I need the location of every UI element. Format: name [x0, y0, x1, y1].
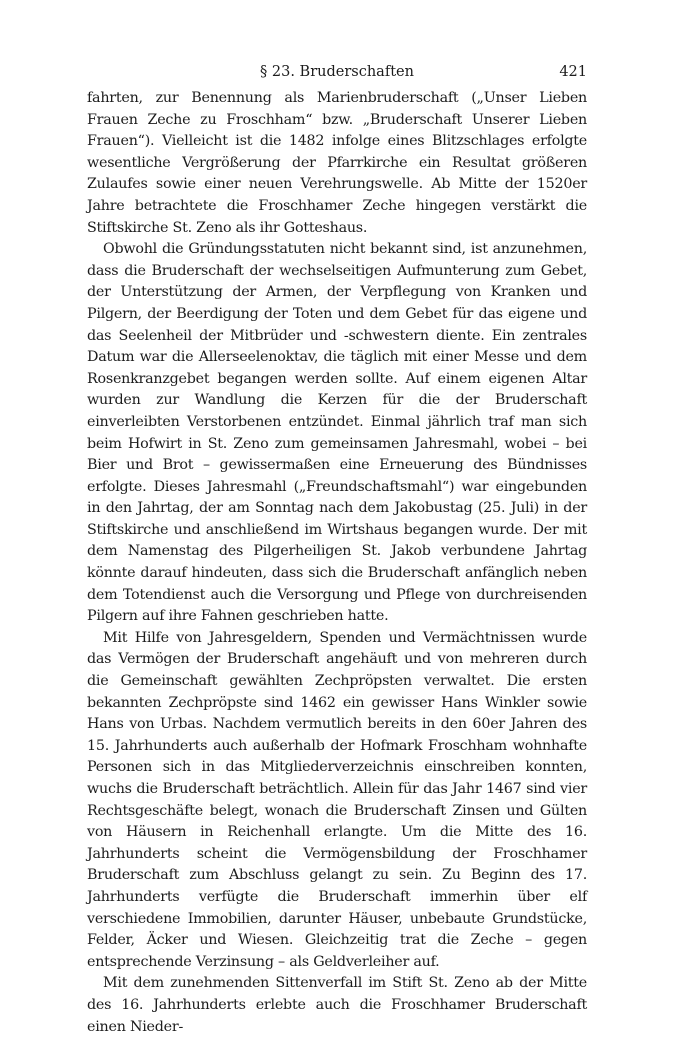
page-number: 421 [559, 64, 587, 80]
paragraph-3: Mit Hilfe von Jahresgeldern, Spenden und Vermächtnissen wurde das Vermögen der Bruderschaft angehäuft und von mehreren durch die Gemeinschaft gewählten Zechpröpsten verwaltet. Die ersten bekannten Zechpröpste sind 1462 ein gewisser Hans Winkler sowie Hans von Urbas. Nachdem vermutlich bereits in den 60er Jahren des 15. Jahrhunderts auch außerhalb der Hofmark Froschham wohnhafte Personen sich in das Mitgliederverzeichnis einschreiben konnten, wuchs die Bruderschaft beträchtlich. Allein für das Jahr 1467 sind vier Rechtsgeschäfte belegt, wonach die Bruderschaft Zinsen und Gülten von Häusern in Reichenhall erlangte. Um die Mitte des 16. Jahrhunderts scheint die Vermögensbildung der Froschhamer Bruderschaft zum Abschluss gelangt zu sein. Zu Beginn des 17. Jahrhunderts verfügte die Bruderschaft immerhin über elf verschiedene Immobilien, darunter Häuser, unbebaute Grundstücke, Felder, Äcker und Wiesen. Gleichzeitig trat die Zeche – gegen entsprechende Verzinsung – als Geldverleiher auf. [87, 629, 587, 970]
section-title: § 23. Bruderschaften [260, 64, 414, 80]
paragraph-2: Obwohl die Gründungsstatuten nicht bekannt sind, ist anzunehmen, dass die Bruderschaft der wechselseitigen Aufmunterung zum Gebet, der Unterstützung der Armen, der Verpflegung von Kranken und Pilgern, der Beerdigung der Toten und dem Gebet für das eigene und das Seelenheil der Mitbrüder und -schwestern diente. Ein zentrales Datum war die Allerseelenoktav, die täglich mit einer Messe und dem Rosenkranzgebet begangen werden sollte. Auf einem eigenen Altar wurden zur Wandlung die Kerzen für die der Bruderschaft einverleibten Verstorbenen entzündet. Einmal jährlich traf man sich beim Hofwirt in St. Zeno zum gemeinsamen Jahresmahl, wobei – bei Bier und Brot – gewissermaßen eine Erneuerung des Bündnisses erfolgte. Dieses Jahresmahl („Freundschaftsmahl“) war eingebunden in den Jahrtag, der am Sonntag nach dem Jakobustag (25. Juli) in der Stiftskirche und anschließend im Wirtshaus begangen wurde. Der mit dem Namenstag des Pilgerheiligen St. Jakob verbundene Jahrtag könnte darauf hindeuten, dass sich die Bruderschaft anfänglich neben dem Totendienst auch die Versorgung und Pflege von durchreisenden Pilgern auf ihre Fahnen geschrieben hatte. [87, 241, 587, 625]
body-text [87, 88, 587, 1038]
paragraph-1: fahrten, zur Benennung als Marienbruderschaft („Unser Lieben Frauen Zeche zu Froschham“ bzw. „Bruderschaft Unserer Lieben Frauen“). Vielleicht ist die 1482 infolge eines Blitzschlages erfolgte wesentliche Vergrößerung der Pfarrkirche ein Resultat größeren Zulaufes sowie einer neuen Verehrungswelle. Ab Mitte der 1520er Jahre betrachtete die Froschhamer Zeche hingegen verstärkt die Stiftskirche St. Zeno als ihr Gotteshaus. [87, 90, 587, 236]
paragraph-4: Mit dem zunehmenden Sittenverfall im Stift St. Zeno ab der Mitte des 16. Jahrhunderts erlebte auch die Froschhamer Bruderschaft einen Nieder- [87, 975, 587, 1035]
running-header [87, 60, 587, 84]
